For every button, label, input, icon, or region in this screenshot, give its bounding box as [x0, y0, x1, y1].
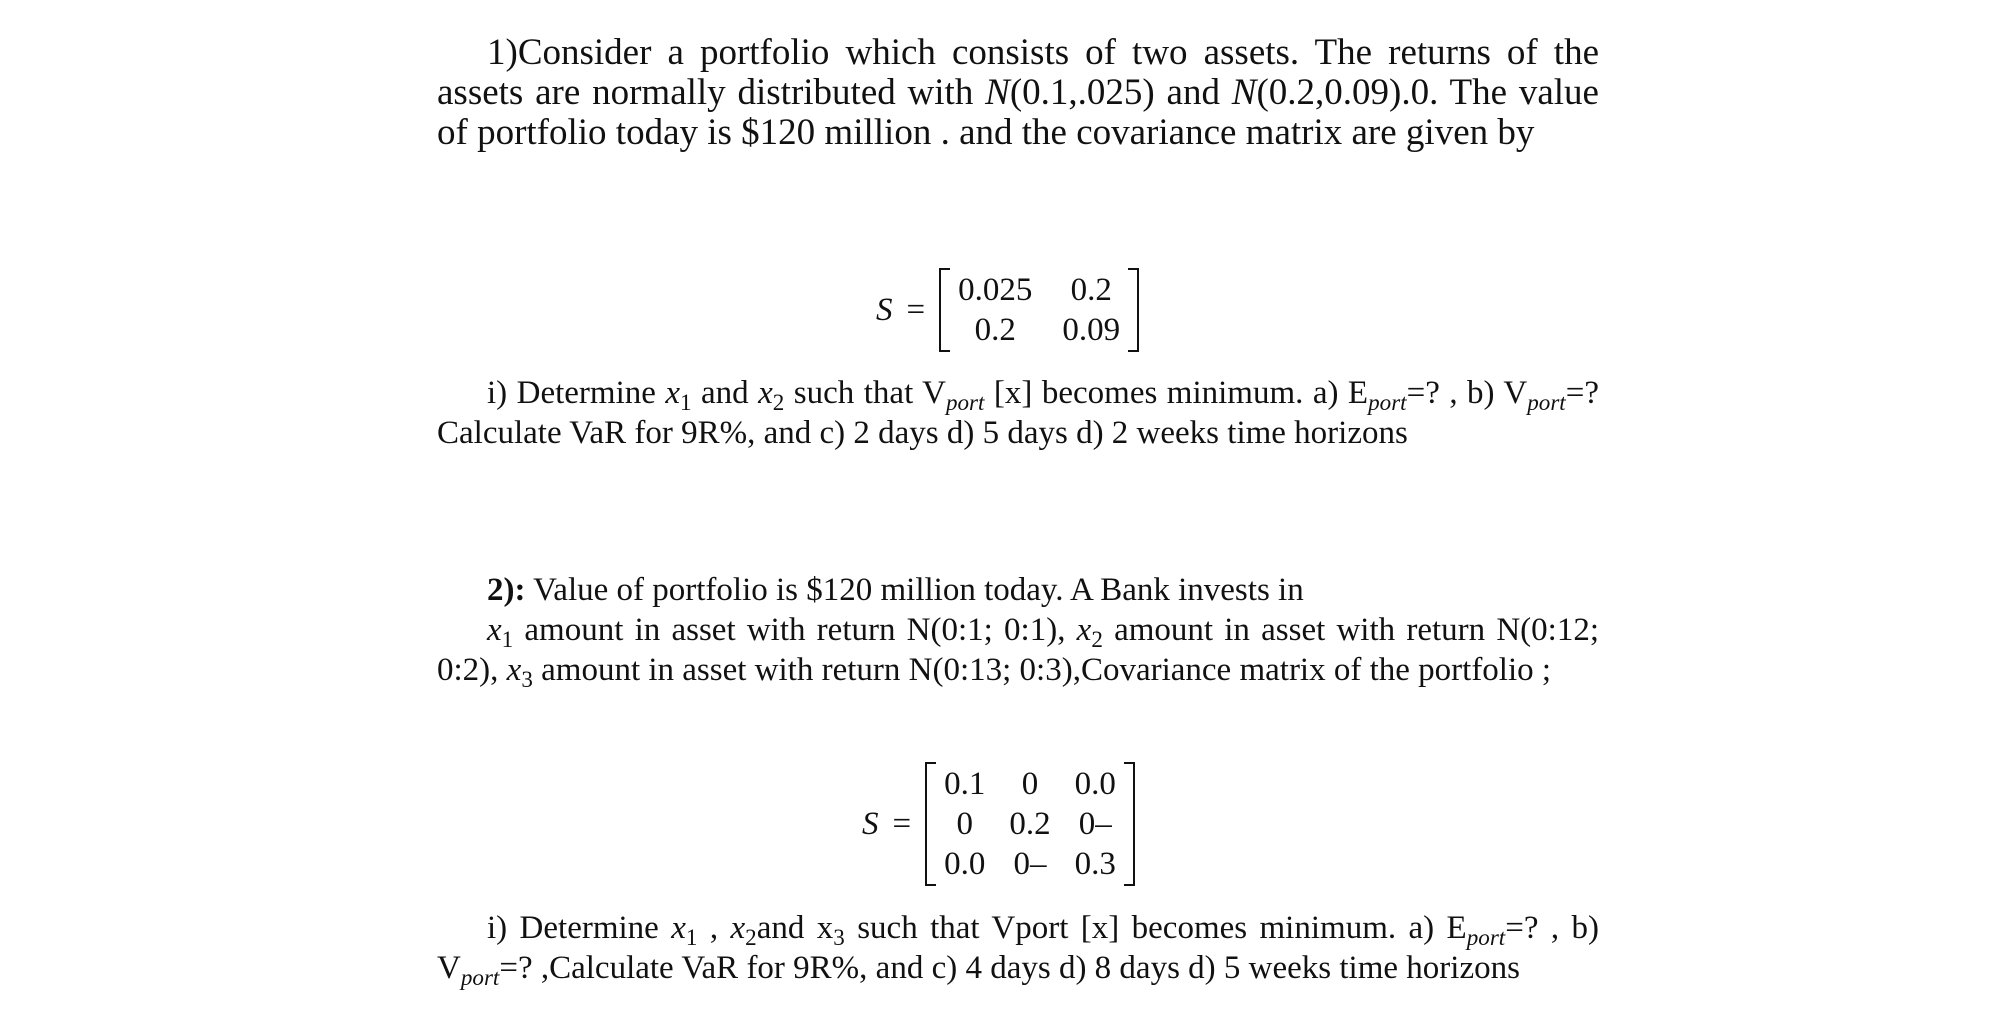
- q1-matrix-cell: 0.09: [1062, 312, 1121, 348]
- q1-matrix-lhs: S: [876, 292, 893, 328]
- q1-tasks-paragraph: i) Determine $x_1$ and $x_2$ such that $V_{port}$ [x] becomes minimum. a) $E_{port}=$? , b) $V_{port}=$? Calculate VaR for 9R%, and c) 2 days d) 5 days d) 2 weeks time horizons: [437, 375, 1599, 451]
- q2-matrix-cell: 0.1: [944, 766, 986, 802]
- q2-tasks: [437, 908, 1599, 988]
- q2-number: 2):: [487, 572, 526, 608]
- q2-intro-line: 2): Value of portfolio is $120 million today. A Bank invests in: [487, 572, 1304, 608]
- q1-matrix: [939, 268, 1139, 352]
- q1-matrix-cell: 0.025: [958, 272, 1033, 308]
- q1-matrix-cell: 0.2: [1070, 272, 1112, 308]
- q2-intro-paragraph: $x_1$ amount in asset with return N(0:1; 0:1), $x_2$ amount in asset with return N(0:12; 0:2), $x_3$ amount in asset with return N(0:13; 0:3),Covariance matrix of the portfolio ;: [437, 612, 1599, 692]
- q2-matrix-cell: 0.2: [1009, 806, 1051, 842]
- q1-intro: [437, 33, 1599, 153]
- q2-matrix-cell: 0.3: [1074, 846, 1116, 882]
- q1-matrix-cell: 0.2: [974, 312, 1016, 348]
- q2-matrix-cell: 0–: [1078, 806, 1112, 842]
- q2-matrix-cell: 0.0: [1074, 766, 1116, 802]
- left-bracket: [939, 268, 950, 352]
- q1-covariance-matrix-equation: [876, 268, 1139, 352]
- q2-intro: [437, 570, 1599, 690]
- right-bracket: [1128, 268, 1139, 352]
- q2-matrix-lhs: S: [862, 806, 879, 842]
- q2-equals-sign: =: [892, 806, 912, 842]
- q1-matrix-grid: [950, 268, 1128, 352]
- q1-equals-sign: =: [906, 292, 926, 328]
- q2-matrix-cell: 0.0: [944, 846, 986, 882]
- q2-matrix: [925, 762, 1135, 886]
- q2-matrix-cell: 0: [956, 806, 973, 842]
- right-bracket: [1124, 762, 1135, 886]
- left-bracket: [925, 762, 936, 886]
- q2-matrix-cell: 0: [1021, 766, 1039, 802]
- q2-matrix-cell: 0–: [1013, 846, 1047, 882]
- q1-intro-paragraph: 1)Consider a portfolio which consists of two assets. The returns of the assets are normally distributed with N(0.1,.025) and N(0.2,0.09).0. The value of portfolio today is $120 million . and the covariance matrix are given by: [437, 32, 1599, 153]
- q1-tasks: [437, 373, 1599, 453]
- q2-covariance-matrix-equation: [862, 762, 1135, 886]
- q2-matrix-grid: [936, 762, 1124, 886]
- q1-number: 1): [487, 32, 518, 73]
- q2-tasks-paragraph: i) Determine $x_1$ , $x_2and$ $x_3$ such that Vport [x] becomes minimum. a) $E_{port}=$? , b) $V_{port}=$? ,Calculate VaR for 9R%, and c) 4 days d) 8 days d) 5 weeks time horizons: [437, 910, 1600, 990]
